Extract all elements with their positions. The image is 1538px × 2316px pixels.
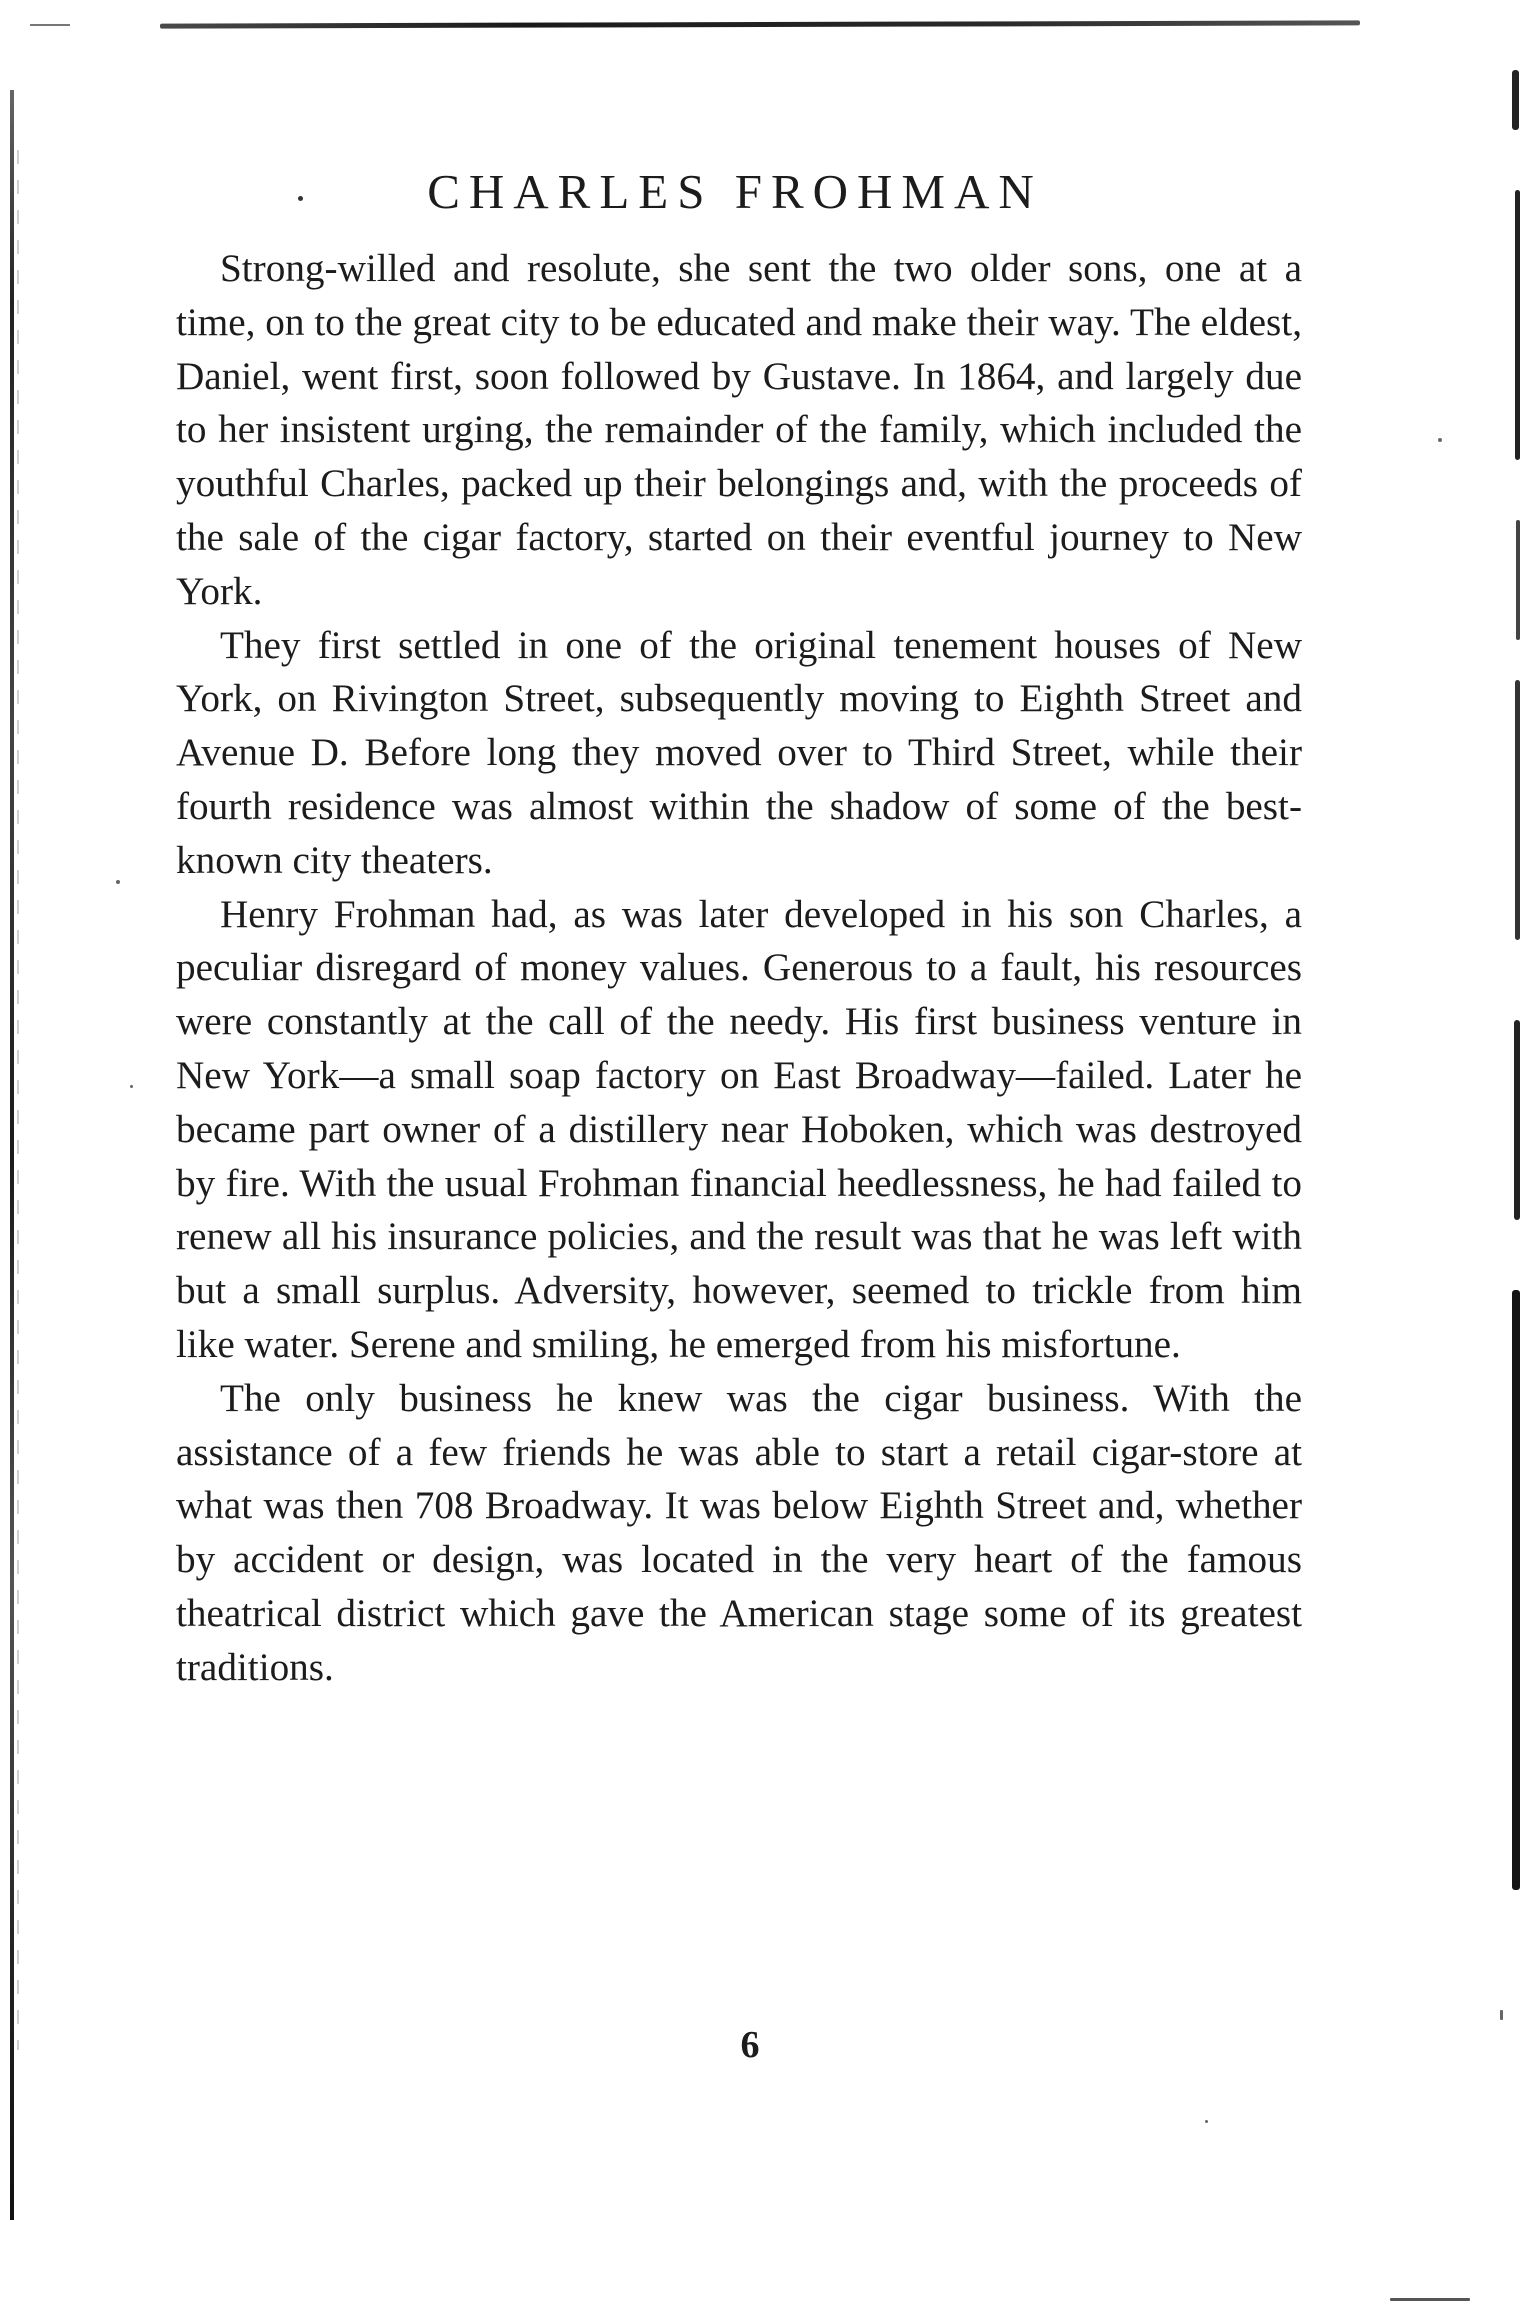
right-edge-shadow [1512, 1290, 1520, 1890]
right-edge-shadow [1516, 520, 1520, 640]
top-border-shadow [160, 20, 1360, 28]
left-binding-edge [10, 90, 14, 2220]
paragraph: Henry Frohman had, as was later developed in his son Charles, a peculiar disregard of money values. Generous to a fault, his resources were constantly at the call of the needy. His first business venture in New York—a small soap factory on East Broadway—failed. Later he became part owner of a distillery near Hoboken, which was destroyed by fire. With the usual Frohman financial heedlessness, he had failed to renew all his insurance policies, and the result was that he was left with but a small surplus. Adversity, however, seemed to trickle from him like water. Serene and smiling, he emerged from his misfortune. [176, 892, 1302, 1366]
paragraph: Strong-willed and resolute, she sent the two older sons, one at a time, on to the great city to be educated and make their way. The eldest, Daniel, went first, soon followed by Gustave. In 1864, and largely due to her insistent urging, the remainder of the family, which included the youthful Charles, packed up their belongings and, with the proceeds of the sale of the cigar factory, started on their eventful journey to New York. [176, 247, 1302, 613]
scan-mark [30, 24, 70, 26]
scan-speck [130, 1085, 133, 1088]
scan-speck [1500, 2010, 1503, 2020]
body-text [176, 242, 1302, 1695]
paragraph: The only business he knew was the cigar business. With the assistance of a few friends he was able to start a retail cigar-store at what was then 708 Broadway. It was below Eighth Street and, whether by accident or design, was located in the very heart of the famous theatrical district which gave the American stage some of its greatest traditions. [176, 1376, 1302, 1689]
page-number: 6 [740, 2024, 760, 2066]
scan-speck [116, 880, 120, 884]
right-edge-shadow [1514, 1020, 1520, 1220]
scan-speck [1438, 438, 1442, 442]
left-binding-shadow [17, 150, 19, 2050]
running-head: CHARLES FROHMAN [427, 164, 1043, 219]
right-edge-shadow [1515, 680, 1520, 940]
right-edge-shadow [1512, 70, 1519, 130]
scan-speck [1205, 2120, 1208, 2123]
right-edge-shadow [1515, 190, 1520, 460]
scan-speck [1390, 2298, 1470, 2301]
paragraph: They first settled in one of the original tenement houses of New York, on Rivington Street, subsequently moving to Eighth Street and Avenue D. Before long they moved over to Third Street, while their fourth residence was almost within the shadow of some of the best-known city theaters. [176, 623, 1302, 882]
